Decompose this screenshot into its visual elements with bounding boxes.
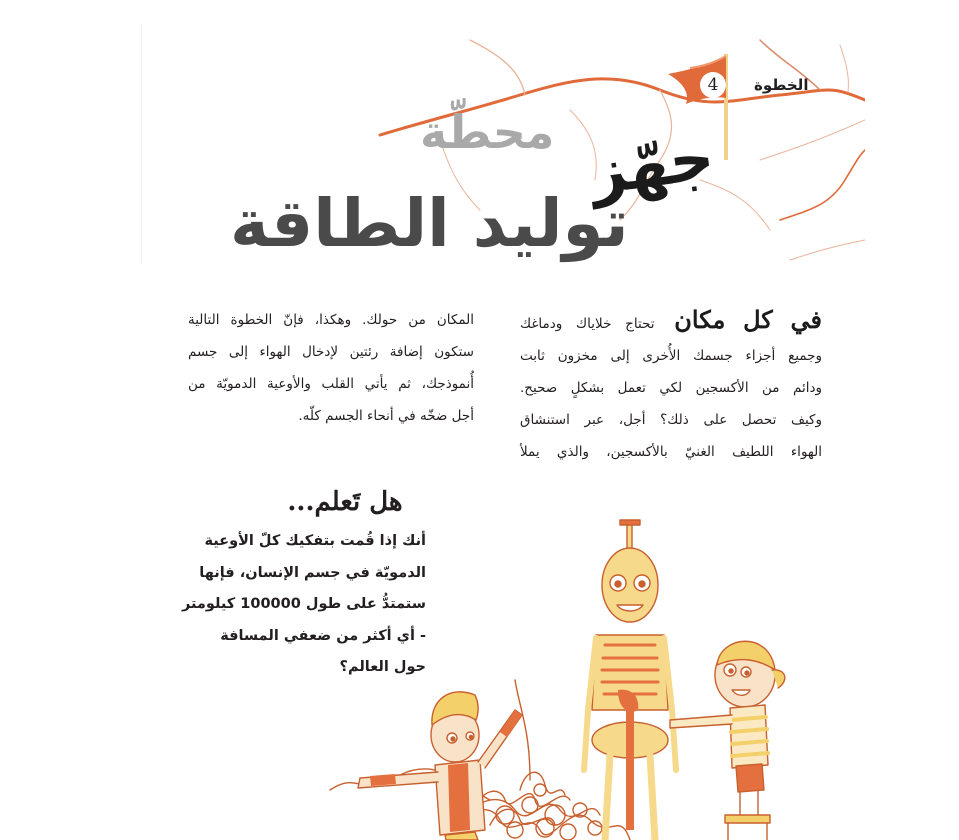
text-line: أُنموذجك، ثم يأتي القلب والأوعية الدمويّة من	[188, 376, 474, 392]
body-text-left-column	[188, 304, 474, 432]
text-line	[520, 304, 822, 340]
did-you-know-heading: هل تَعلم...	[287, 487, 403, 517]
step-number-badge: 4	[700, 72, 726, 98]
text-line: الهواء اللطيف الغنيّ بالأكسجين، والذي يملأ	[520, 444, 822, 460]
text-line: وجميع أجزاء جسمك الأُخرى إلى مخزون ثابت	[520, 348, 822, 364]
fact-line: حول العالم؟	[339, 659, 426, 675]
fact-line: - أي أكثر من ضعفي المسافة	[220, 627, 426, 644]
fact-line: ستمتدُّ على طول 100000 كيلومتر	[181, 596, 426, 612]
title-word-station: محطّة	[420, 105, 555, 159]
girl-figure	[670, 641, 785, 840]
fact-line: الدمويّة في جسم الإنسان، فإنها	[199, 564, 426, 581]
lead-in-heading: في كل مكان	[674, 305, 822, 334]
text-line: ستكون إضافة رئتين لإدخال الهواء إلى جسم	[188, 344, 474, 360]
kids-and-skeleton-illustration	[300, 510, 840, 840]
boy-figure	[358, 692, 522, 840]
skeleton-model	[584, 520, 676, 840]
body-text-right-column	[520, 304, 822, 468]
text-line: ودائم من الأكسجين لكي تعمل بشكلٍ صحيح.	[520, 380, 822, 396]
step-label: الخطوة	[754, 76, 809, 94]
fact-line: أنك إذا قُمت بتفكيك كلّ الأوعية	[204, 533, 426, 549]
text-line: المكان من حولك. وهكذا، فإنّ الخطوة التالية	[188, 312, 474, 328]
title-word-equip: جهّز	[585, 119, 719, 210]
text-line: أجل ضخّه في أنحاء الجسم كلّه.	[298, 408, 474, 424]
text-fragment: تحتاج خلاياك ودماغك	[520, 316, 655, 332]
title-power-generation: توليد الطاقة	[230, 185, 629, 262]
text-line: وكيف تحصل على ذلك؟ أجل، عبر استنشاق	[520, 412, 822, 428]
